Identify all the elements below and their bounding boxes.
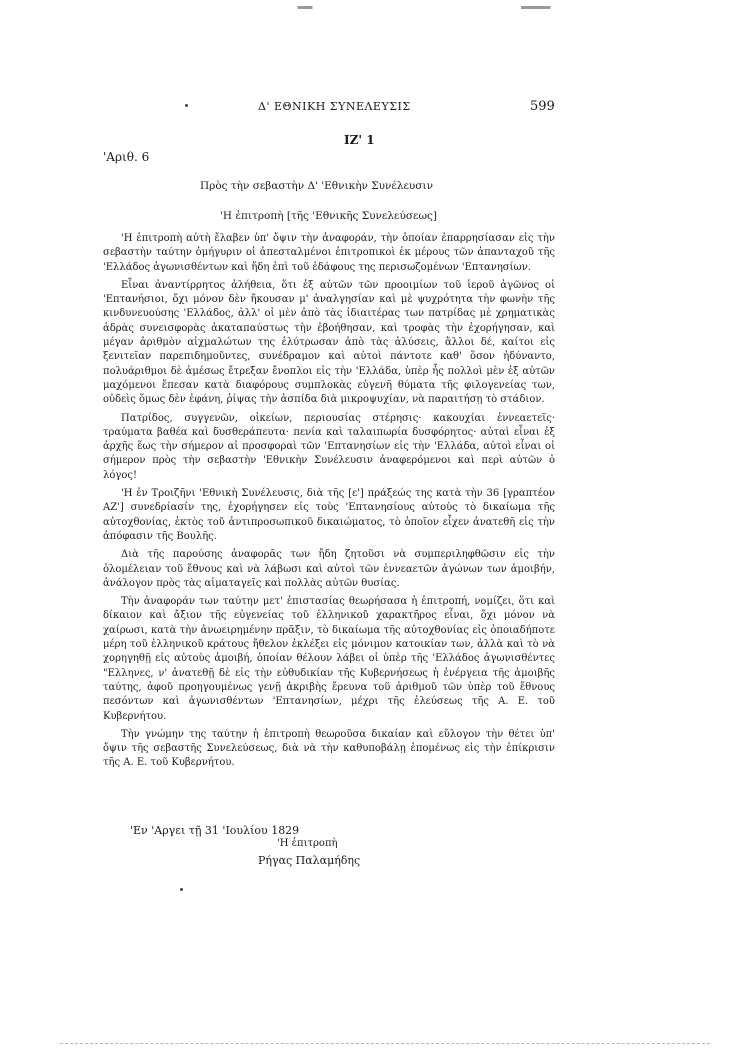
document-number: ΙΖ' 1 [344, 133, 375, 147]
reference-number: 'Αριθ. 6 [103, 150, 150, 164]
signature-title: 'Η ἐπιτροπὴ [277, 838, 338, 849]
ink-dot [185, 104, 188, 107]
paragraph: Πατρίδος, συγγενῶν, οἰκείων, περιουσίας στέρησις· κακουχίαι ἐννεαετεῖς· τραύματα βαθέα καὶ δυσθεράπευτα· πενία καὶ ταλαιπωρία δυσφόρητος· αὐταὶ εἶναι ἐξ ἀρχῆς ἕως τὴν σήμερον αἱ προσφοραὶ τῶν 'Επτανησίων εἰς τὴν 'Ελλάδα, αὐτοὶ εἶναι οἱ σήμερον πρὸς τὴν σεβαστὴν 'Εθνικὴν Συνέλευσιν ἀναφερόμενοι καὶ περὶ αὐτῶν ὁ λόγος! [103, 412, 555, 481]
scan-top-edge [0, 6, 744, 9]
paragraph: Εἶναι ἀναντίρρητος ἀλήθεια, ὅτι ἐξ αὐτῶν τῶν προοιμίων τοῦ ἱεροῦ ἀγῶνος οἱ 'Επτανήσιοι, ὄχι μόνον δὲν ἤκουσαν μ' ἀναλγησίαν καὶ μὲ ψυχρότητα τὴν φωνὴν τῆς κινδυνευούσης 'Ελλάδος, ἀλλ' οἱ μὲν ἀπὸ τὰς ἰδιαιτέρας των πατρίδας μὲ χρηματικὰς ἁδρὰς συνεισφορὰς ἀκαταπαύστως τὴν ἐβοήθησαν, καὶ τροφὰς τὴν ἐχορήγησαν, καὶ μέγαν ἀριθμὸν αἰχμαλώτων της ἐλύτρωσαν ἀπὸ τὰς ἁλύσεις, ἄλλοι δέ, καίτοι εἰς ξενιτεῖαν παρεπιδημοῦντες, συνέδραμον καὶ αὐτοὶ πάντοτε καθ' ὅσον ἠδύναντο, πολυάριθμοι δὲ ἀμέσως ἔτρεξαν ἔνοπλοι εἰς τὴν 'Ελλάδα, ὑπὲρ ἧς πολλοὶ μὲν ἐξ αὐτῶν μαχόμενοι ἔπεσαν κατὰ διαφόρους συμπλοκὰς εὐγενῆ θύματα τῆς φιλογενείας των, οὐδεὶς ὅμως δὲν ἐφάνη, ῥίψας τὴν ἀσπίδα διὰ μικροψυχίαν, νὰ παραιτήσῃ τὸ στάδιον. [103, 279, 555, 406]
paragraph: 'Η ἐν Τροιζῆνι 'Εθνικὴ Συνέλευσις, διὰ τῆς [ε'] πράξεώς της κατὰ τὴν 36 [γραπτέον ΑΖ'] συνεδρίασίν της, ἐχορήγησεν εἰς τοὺς 'Επτανησίους αὐτοὺς τὸ δικαίωμα τῆς αὐτοχθονίας, ἐκτὸς τοῦ ἀντιπροσωπικοῦ δικαιώματος, τὸ ὁποῖον εἶχεν ἀνατεθῆ εἰς τὴν ἀπόφασιν τῆς Βουλῆς. [103, 488, 555, 542]
paragraph: 'Η ἐπιτροπὴ αὐτὴ ἔλαβεν ὑπ' ὄψιν τὴν ἀναφοράν, τὴν ὁποίαν ἐπαρρησίασαν εἰς τὴν σεβαστὴν ταύτην ὁμήγυριν οἱ ἀπεσταλμένοι ἐπιτροπικοὶ ἐκ μέρους τῶν ἁπανταχοῦ τῆς 'Ελλάδος ἀγωνισθέντων καὶ ἤδη ἐπὶ τοῦ ἐδάφους της περισωζομένων 'Επτανησίων. [103, 233, 555, 273]
page-number: 599 [530, 99, 555, 114]
paragraph: Τὴν ἀναφοράν των ταύτην μετ' ἐπιστασίας θεωρήσασα ἡ ἐπιτροπή, νομίζει, ὅτι καὶ δίκαιον καὶ ἄξιον τῆς εὐγενείας τοῦ ἑλληνικοῦ χαρακτῆρος εἶναι, ὄχι μόνον νὰ χαίρωσι, κατὰ τὴν ἀνωειρημένην πρᾶξιν, τὸ δικαίωμα τῆς αὐτοχθονίας εἰς ὁποιαδήποτε μέρη τοῦ ἑλληνικοῦ κράτους ἤθελον ἐκλέξει εἰς μόνιμον κατοικίαν των, ἀλλὰ καὶ τὸ νὰ χορηγηθῇ εἰς αὐτοὺς ἀμοιβή, ὁποίαν θέλουν λάβει οἱ ὑπὲρ τῆς 'Ελλάδος ἀγωνισθέντες "Ελληνες, ν' ἀνατεθῇ δὲ εἰς τὴν εὐθυδικίαν τῆς Κυβερνήσεως ἡ ἐνέργεια τῆς ἀμοιβῆς ταύτης, ἀφοῦ προηγουμένως γενῇ ἀκριβὴς ἔρευνα τοῦ ἀριθμοῦ τῶν ὑπὲρ τοῦ ἔθνους πεσόντων καὶ ἀγωνισθέντων 'Επτανησίων, μέχρι τῆς ἐλεύσεως τῆς Α. Ε. τοῦ Κυβερνήτου. [103, 596, 555, 722]
scan-bottom-edge [60, 1042, 710, 1044]
paragraph: Διὰ τῆς παρούσης ἀναφορᾶς των ἤδη ζητοῦσι νὰ συμπεριληφθῶσιν εἰς τὴν ὁλομέλειαν τοῦ ἔθνους καὶ νὰ λάβωσι καὶ αὐτοὶ τῶν ἐννεαετῶν ἀγώνων των ἀμοιβήν, ἀνάλογον πρὸς τὰς αἱματαγεῖς καὶ πολλὰς αὐτῶν θυσίας. [103, 549, 555, 589]
ink-dot [180, 888, 183, 891]
document-body [103, 232, 555, 775]
running-head: Δ' ΕΘΝΙΚΗ ΣΥΝΕΛΕΥΣΙΣ [258, 100, 411, 113]
sender: 'Η ἐπιτροπὴ [τῆς 'Εθνικῆς Συνελεύσεως] [220, 210, 437, 222]
signature-name: Ρήγας Παλαμήδης [258, 854, 361, 867]
addressee: Πρὸς τὴν σεβαστὴν Δ' 'Εθνικὴν Συνέλευσιν [200, 180, 433, 192]
dateline: 'Εν 'Αργει τῇ 31 'Ιουλίου 1829 [130, 824, 300, 837]
paragraph: Τὴν γνώμην της ταύτην ἡ ἐπιτροπὴ θεωροῦσα δικαίαν καὶ εὔλογον τὴν θέτει ὑπ' ὄψιν τῆς σεβαστῆς Συνελεύσεως, διὰ νὰ τὴν καθυποβάλῃ ἑπομένως εἰς τὴν ἐπίκρισιν τῆς Α. Ε. τοῦ Κυβερνήτου. [103, 728, 555, 769]
